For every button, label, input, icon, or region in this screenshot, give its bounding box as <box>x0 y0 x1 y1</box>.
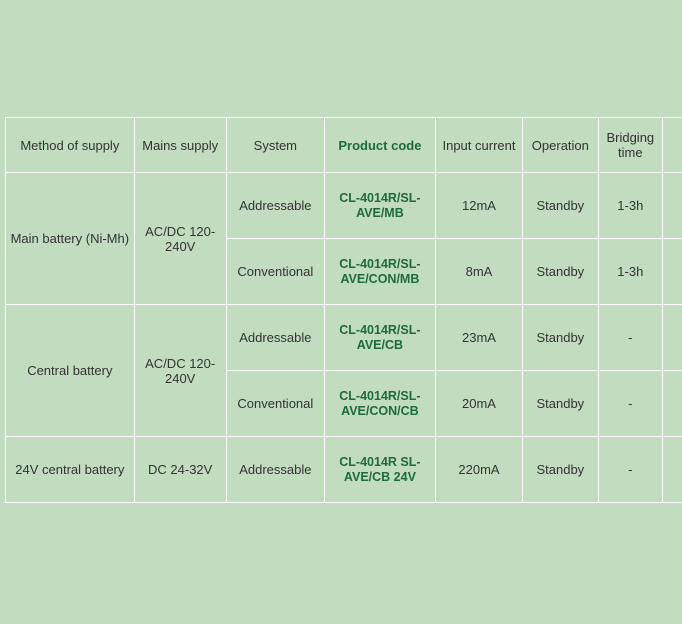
table-row <box>6 305 682 371</box>
system-cell: Addressable <box>226 305 324 371</box>
system-cell: Addressable <box>226 173 324 239</box>
spec-table <box>5 117 682 503</box>
method-cell: 24V central battery <box>6 437 135 503</box>
method-cell: Main battery (Ni-Mh) <box>6 173 135 305</box>
input-current-cell: 220mA <box>435 437 522 503</box>
header-cut-column <box>663 118 682 173</box>
mains-cell: AC/DC 120-240V <box>134 173 226 305</box>
product-code-cell: CL-4014R SL-AVE/CB 24V <box>324 437 435 503</box>
header-method: Method of supply <box>6 118 135 173</box>
mains-cell: AC/DC 120-240V <box>134 305 226 437</box>
header-row <box>6 118 682 173</box>
operation-cell: Standby <box>523 239 598 305</box>
table-row <box>6 173 682 239</box>
header-bridging-time: Bridging time <box>598 118 663 173</box>
system-cell: Conventional <box>226 371 324 437</box>
product-code-cell: CL-4014R/SL-AVE/CB <box>324 305 435 371</box>
product-code-cell: CL-4014R/SL-AVE/MB <box>324 173 435 239</box>
operation-cell: Standby <box>523 437 598 503</box>
input-current-cell: 23mA <box>435 305 522 371</box>
operation-cell: Standby <box>523 305 598 371</box>
input-current-cell: 12mA <box>435 173 522 239</box>
product-code-cell: CL-4014R/SL-AVE/CON/MB <box>324 239 435 305</box>
header-operation: Operation <box>523 118 598 173</box>
bridging-time-cell: 1-3h <box>598 239 663 305</box>
bridging-time-cell: 1-3h <box>598 173 663 239</box>
system-cell: Conventional <box>226 239 324 305</box>
header-system: System <box>226 118 324 173</box>
cut-cell <box>663 173 682 239</box>
header-product-code: Product code <box>324 118 435 173</box>
cut-cell <box>663 437 682 503</box>
system-cell: Addressable <box>226 437 324 503</box>
mains-cell: DC 24-32V <box>134 437 226 503</box>
cut-cell <box>663 305 682 371</box>
bridging-time-cell: - <box>598 305 663 371</box>
input-current-cell: 8mA <box>435 239 522 305</box>
product-code-cell: CL-4014R/SL-AVE/CON/CB <box>324 371 435 437</box>
cut-cell <box>663 371 682 437</box>
bridging-time-cell: - <box>598 437 663 503</box>
method-cell: Central battery <box>6 305 135 437</box>
operation-cell: Standby <box>523 371 598 437</box>
operation-cell: Standby <box>523 173 598 239</box>
input-current-cell: 20mA <box>435 371 522 437</box>
table-row <box>6 437 682 503</box>
cut-cell <box>663 239 682 305</box>
header-mains: Mains supply <box>134 118 226 173</box>
bridging-time-cell: - <box>598 371 663 437</box>
header-input-current: Input current <box>435 118 522 173</box>
